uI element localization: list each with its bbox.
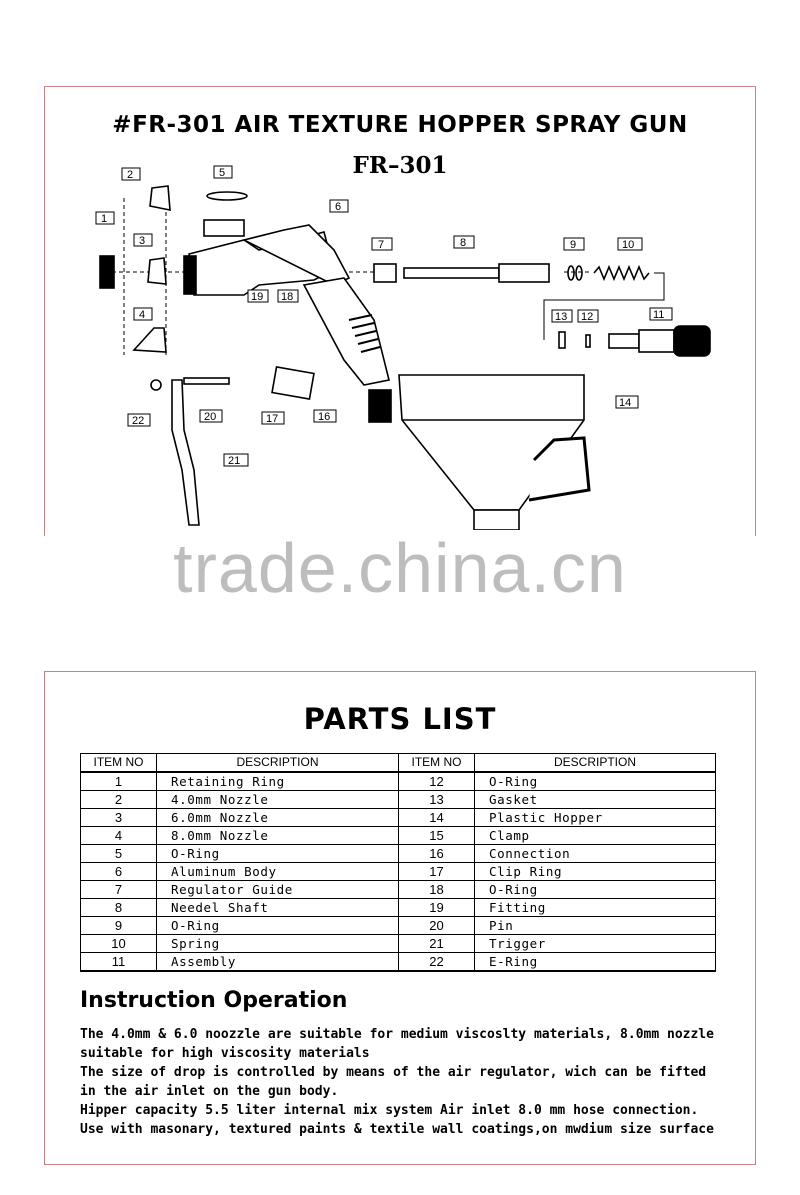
header-description-1: DESCRIPTION — [157, 754, 399, 773]
retaining-ring-part — [100, 256, 114, 288]
item-no-cell: 16 — [399, 845, 475, 863]
plastic-hopper-part — [399, 375, 589, 530]
description-cell: Needel Shaft — [157, 899, 399, 917]
table-row — [81, 845, 716, 863]
item-no-cell: 21 — [399, 935, 475, 953]
callout-17: 17 — [266, 413, 279, 425]
header-item-no-1: ITEM NO — [81, 754, 157, 773]
table-row — [81, 935, 716, 953]
description-cell: Retaining Ring — [157, 772, 399, 791]
item-no-cell: 19 — [399, 899, 475, 917]
callout-13: 13 — [555, 311, 568, 323]
page-title: #FR-301 AIR TEXTURE HOPPER SPRAY GUN — [112, 112, 688, 138]
pin-part — [184, 378, 229, 384]
item-no-cell: 3 — [81, 809, 157, 827]
item-no-cell: 8 — [81, 899, 157, 917]
item-no-cell: 17 — [399, 863, 475, 881]
item-no-cell: 2 — [81, 791, 157, 809]
description-cell: Aluminum Body — [157, 863, 399, 881]
callout-16: 16 — [318, 411, 331, 423]
callout-9: 9 — [570, 239, 577, 251]
callout-2: 2 — [127, 169, 134, 181]
needle-shaft-part — [404, 264, 549, 282]
table-row — [81, 881, 716, 899]
item-no-cell: 12 — [399, 772, 475, 791]
nozzle-4mm-part — [150, 186, 170, 210]
description-cell: Fitting — [475, 899, 716, 917]
item-no-cell: 9 — [81, 917, 157, 935]
clip-ring-part — [272, 367, 314, 399]
callout-21: 21 — [228, 455, 241, 467]
o-ring-5-part — [207, 192, 247, 200]
o-ring-9-part — [568, 266, 574, 280]
instruction-line: in the air inlet on the gun body. — [80, 1084, 339, 1099]
trigger-part — [172, 380, 199, 525]
gasket-part — [559, 332, 565, 348]
description-cell: Clamp — [475, 827, 716, 845]
item-no-cell: 11 — [81, 953, 157, 972]
connection-part — [369, 390, 391, 422]
description-cell: Pin — [475, 917, 716, 935]
description-cell: Connection — [475, 845, 716, 863]
callout-22: 22 — [132, 415, 145, 427]
e-ring-part — [151, 380, 161, 390]
table-row — [81, 827, 716, 845]
callout-12: 12 — [581, 311, 594, 323]
callout-18: 18 — [281, 291, 294, 303]
o-ring-12-part — [586, 335, 590, 347]
parts-table-body — [81, 772, 716, 971]
instruction-body — [80, 1025, 740, 1139]
parts-list-title: PARTS LIST — [303, 702, 497, 736]
table-row — [81, 953, 716, 972]
item-no-cell: 5 — [81, 845, 157, 863]
header-item-no-2: ITEM NO — [399, 754, 475, 773]
table-row — [81, 809, 716, 827]
description-cell: Clip Ring — [475, 863, 716, 881]
item-no-cell: 13 — [399, 791, 475, 809]
description-cell: Assembly — [157, 953, 399, 972]
item-no-cell: 22 — [399, 953, 475, 972]
description-cell: O-Ring — [475, 881, 716, 899]
description-cell: O-Ring — [475, 772, 716, 791]
instruction-line: suitable for high viscosity materials — [80, 1046, 370, 1061]
item-no-cell: 4 — [81, 827, 157, 845]
header-description-2: DESCRIPTION — [475, 754, 716, 773]
item-no-cell: 1 — [81, 772, 157, 791]
instruction-line: Use with masonary, textured paints & textile wall coatings,on mwdium size surface — [80, 1122, 714, 1137]
spring-part — [594, 267, 649, 279]
item-no-cell: 14 — [399, 809, 475, 827]
description-cell: 4.0mm Nozzle — [157, 791, 399, 809]
description-cell: Spring — [157, 935, 399, 953]
callout-1: 1 — [101, 213, 108, 225]
item-no-cell: 20 — [399, 917, 475, 935]
callout-7: 7 — [378, 239, 385, 251]
item-no-cell: 6 — [81, 863, 157, 881]
item-no-cell: 18 — [399, 881, 475, 899]
description-cell: Trigger — [475, 935, 716, 953]
table-row — [81, 772, 716, 791]
callout-20: 20 — [204, 411, 217, 423]
instruction-heading: Instruction Operation — [80, 988, 348, 1013]
description-cell: O-Ring — [157, 917, 399, 935]
callout-6: 6 — [335, 201, 342, 213]
callout-10: 10 — [622, 239, 635, 251]
instruction-line: The 4.0mm & 6.0 noozzle are suitable for medium viscoslty materials, 8.0mm nozzle — [80, 1027, 714, 1042]
description-cell: O-Ring — [157, 845, 399, 863]
table-row — [81, 899, 716, 917]
callout-5: 5 — [219, 167, 226, 179]
table-row — [81, 917, 716, 935]
description-cell: E-Ring — [475, 953, 716, 972]
item-no-cell: 10 — [81, 935, 157, 953]
instruction-line: The size of drop is controlled by means of the air regulator, wich can be fifted — [80, 1065, 707, 1080]
callout-4: 4 — [139, 309, 146, 321]
assembly-part — [609, 326, 710, 356]
description-cell: 6.0mm Nozzle — [157, 809, 399, 827]
parts-table — [80, 753, 716, 972]
watermark-text: trade.china.cn — [173, 529, 627, 607]
item-no-cell: 7 — [81, 881, 157, 899]
table-row — [81, 863, 716, 881]
model-label: FR–301 — [352, 152, 448, 179]
callout-8: 8 — [460, 237, 467, 249]
callout-11: 11 — [653, 309, 665, 321]
callout-3: 3 — [139, 235, 146, 247]
description-cell: Gasket — [475, 791, 716, 809]
table-header-row — [81, 754, 716, 773]
callout-19: 19 — [251, 291, 264, 303]
description-cell: Plastic Hopper — [475, 809, 716, 827]
callout-14: 14 — [619, 397, 632, 409]
table-row — [81, 791, 716, 809]
nozzle-8mm-part — [134, 328, 166, 352]
description-cell: Regulator Guide — [157, 881, 399, 899]
instruction-line: Hipper capacity 5.5 liter internal mix system Air inlet 8.0 mm hose connection. — [80, 1103, 699, 1118]
description-cell: 8.0mm Nozzle — [157, 827, 399, 845]
nozzle-6mm-part — [148, 258, 166, 284]
exploded-diagram — [44, 160, 756, 530]
item-no-cell: 15 — [399, 827, 475, 845]
regulator-guide-part — [374, 264, 396, 282]
